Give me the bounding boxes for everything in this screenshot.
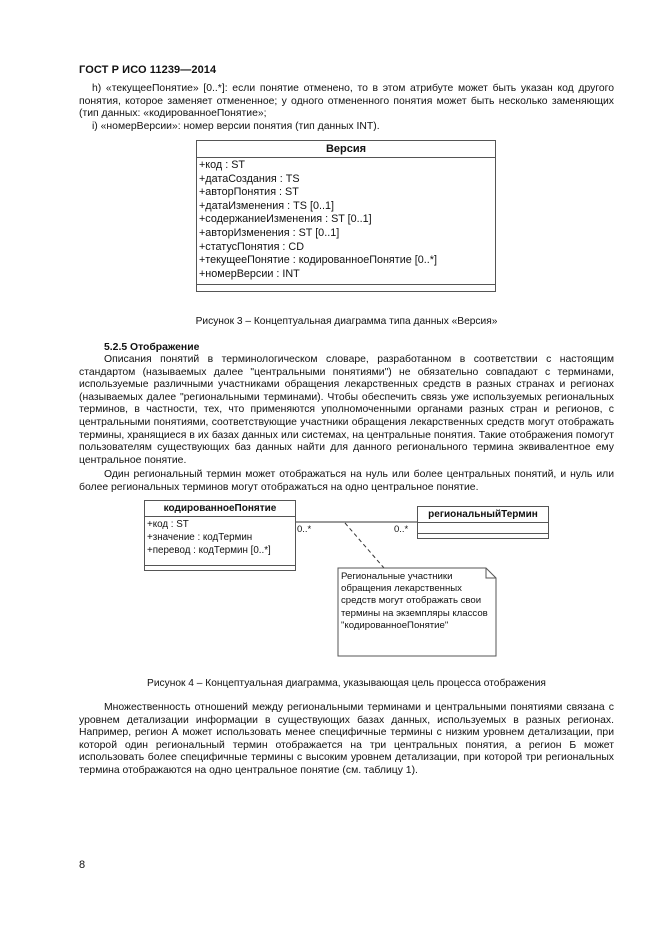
figure-3-caption: Рисунок 3 – Концептуальная диаграмма типа данных «Версия» (195, 316, 498, 327)
uml-attribute: +номерВерсии : INT (199, 267, 300, 280)
uml-attribute: +авторИзменения : ST [0..1] (199, 226, 340, 239)
uml-attribute: +текущееПонятие : кодированноеПонятие [0..*] (199, 254, 437, 267)
paragraph-3 (79, 702, 614, 778)
uml-attribute-list (145, 517, 295, 557)
paragraph-1-text: Описания понятий в терминологическом словаре, разработанном в соответствии с настоящим стандартом (называемых далее "центральными понятиями") не обязательно совпадают с терминами, используемые различными участниками обращения лекарственных средств в разных странах и регионах (называемых далее "региональными терминами). Чтобы обеспечить связь уже используемых региональных терминов, в частности, тех, что применяются уполномоченными органами разных стран и регионов, с центральными понятиями, соответствующие участники обращения лекарственных средств могут отображать термины, хранящиеся в их базах данных или системах, на центральные понятия. Такие отображения помогут пользователям существующих баз данных найти для данного регионального термина эквивалентное ему центральное понятие. (79, 354, 614, 466)
uml-attribute: +авторПонятия : ST (199, 186, 299, 199)
uml-class-title: кодированноеПонятие (145, 501, 295, 517)
multiplicity-left: 0..* (297, 524, 312, 535)
paragraph-2-text: Один региональный термин может отображаться на нуль или более центральных понятий, и нуль или более региональных терминов могут отображаться на одно центральное понятие. (79, 469, 614, 493)
uml-attribute: +значение : кодТермин (147, 532, 253, 543)
uml-class-regional-term (417, 506, 549, 539)
uml-attribute: +содержаниеИзменения : ST [0..1] (199, 213, 372, 226)
note-text: Региональные участники обращения лекарственных средств могут отображать свои термины на экземпляры классов "кодированноеПонятие" (341, 571, 488, 631)
uml-class-title: региональныйТермин (418, 507, 548, 523)
uml-operations-divider (145, 565, 295, 566)
uml-attribute: +датаСоздания : TS (199, 172, 300, 185)
figure-4-caption: Рисунок 4 – Концептуальная диаграмма, указывающая цель процесса отображения (147, 678, 546, 689)
uml-class-coded-concept (144, 500, 296, 571)
document-header: ГОСТ Р ИСО 11239—2014 (79, 64, 217, 76)
list-item-h-text: h) «текущееПонятие» [0..*]: если понятие отменено, то в этом атрибуте может быть указан код другого понятия, которое заменяет отмененное; у одного отмененного понятия может быть несколько заменяющих (тип данных: «кодированноеПонятие»; (79, 83, 614, 120)
section-title: 5.2.5 Отображение (104, 342, 200, 353)
uml-attribute: +код : ST (199, 159, 246, 171)
uml-attribute: +код : ST (147, 519, 189, 530)
note-anchor-line (345, 523, 384, 568)
page-number: 8 (79, 859, 86, 871)
multiplicity-right: 0..* (394, 524, 409, 535)
uml-attribute: +статусПонятия : CD (199, 240, 305, 253)
paragraph-3-text: Множественность отношений между региональными терминами и центральными понятиями связана с уровнем детализации информации в существующих базах данных, используемых в разных регионах. Например, регион А может использовать менее специфичные термины с низким уровнем детализации, при которой один региональный термин отображается на три центральных понятия, а регион Б может использовать более специфичные термины с высоким уровнем детализации, при которой три региональных термина отображаются на одно центральное понятие (см. таблицу 1). (79, 702, 614, 776)
uml-class-title: Версия (197, 141, 495, 158)
uml-attribute: +датаИзменения : TS [0..1] (199, 199, 334, 212)
uml-operations-divider (418, 533, 548, 534)
list-item-i-text: i) «номерВерсии»: номер версии понятия (тип данных INT). (92, 121, 380, 132)
uml-attribute: +перевод : кодТермин [0..*] (147, 545, 271, 556)
